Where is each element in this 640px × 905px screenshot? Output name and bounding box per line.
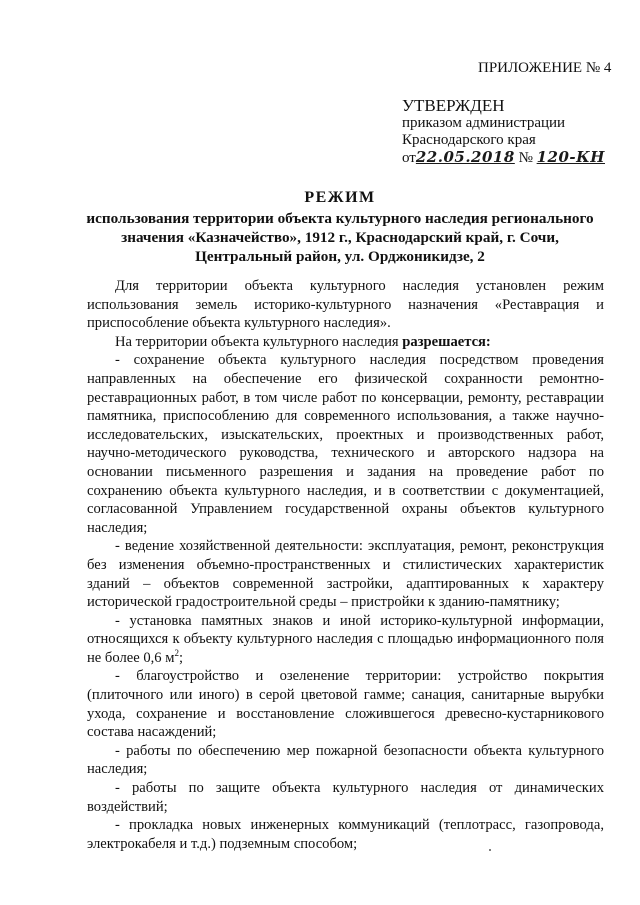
order-date-handwritten: 22.05.2018 bbox=[415, 148, 515, 166]
list-item-memorial-signs bbox=[87, 612, 604, 668]
allowed-text: На территории объекта культурного наследия bbox=[115, 333, 403, 350]
superscript-2: 2 bbox=[174, 648, 179, 659]
order-line-2: Краснодарского края bbox=[402, 132, 536, 148]
paragraph-allowed bbox=[87, 333, 604, 352]
order-line-1: приказом администрации bbox=[402, 115, 566, 131]
order-date-line bbox=[402, 149, 632, 167]
memorial-signs-tail: ; bbox=[178, 649, 184, 666]
approved-label: УТВЕРЖДЕН bbox=[402, 96, 505, 115]
order-from-label: от bbox=[402, 150, 416, 166]
document-body bbox=[87, 277, 604, 853]
list-item-dynamic-protection: - работы по защите объекта культурного наследия от динамических воздействий; bbox=[87, 780, 604, 815]
list-item-economic-activity: - ведение хозяйственной деятельности: эксплуатация, ремонт, реконструкция без изменения объемно-пространственных и стилистических характеристик зданий – объектов современной застройки, адаптированных к характеру исторической градостроительной среды – пристройки к зданию-памятнику; bbox=[87, 538, 604, 611]
title-line-1: использования территории объекта культурного наследия регионального bbox=[86, 210, 594, 227]
title-line-2: значения «Казначейство», 1912 г., Краснодарский край, г. Сочи, bbox=[121, 229, 559, 246]
approval-block bbox=[402, 96, 632, 167]
list-item-fire-safety: - работы по обеспечению мер пожарной безопасности объекта культурного наследия; bbox=[87, 742, 604, 778]
allowed-bold: разрешается: bbox=[402, 333, 491, 350]
order-number-label: № bbox=[518, 150, 533, 166]
title-main: РЕЖИМ bbox=[304, 189, 376, 206]
order-number-handwritten: 120-КН bbox=[536, 148, 605, 166]
appendix-label: ПРИЛОЖЕНИЕ № 4 bbox=[478, 60, 612, 76]
document-title bbox=[60, 188, 620, 266]
list-item-utilities: - прокладка новых инженерных коммуникаций (теплотрасс, газопровода, электрокабеля и т.д.) подземным способом; bbox=[87, 817, 604, 852]
paragraph-intro: Для территории объекта культурного наследия установлен режим использования земель историко-культурного назначения «Реставрация и приспособление объекта культурного наследия». bbox=[87, 278, 604, 332]
scan-speck bbox=[489, 849, 491, 851]
memorial-signs-text: - установка памятных знаков и иной историко-культурной информации, относящихся к объекту культурного наследия с площадью информационного поля не более 0,6 м bbox=[87, 612, 604, 666]
title-line-3: Центральный район, ул. Орджоникидзе, 2 bbox=[195, 248, 485, 265]
list-item-landscaping: - благоустройство и озеленение территории: устройство покрытия (плиточного или иного) в серой цветовой гамме; санация, санитарные вырубки ухода, сохранение и восстановление сложившегося древесно-кустарникового состава насаждений; bbox=[87, 668, 604, 741]
list-item-preservation: - сохранение объекта культурного наследия посредством проведения направленных на обеспечение его физической сохранности ремонтно-реставрационных работ, в том числе работ по консервации, ремонту, реставрации памятника, приспособлению для современного использования, а также научно-исследовательских, изыскательских, проектных и производственных работ, научно-методического руководства, технического и авторского надзора на основании письменного разрешения и задания на проведение работ по сохранению объекта культурного наследия, и в соответствии с документацией, согласованной Управлением государственной охраны объектов культурного наследия; bbox=[87, 352, 604, 536]
